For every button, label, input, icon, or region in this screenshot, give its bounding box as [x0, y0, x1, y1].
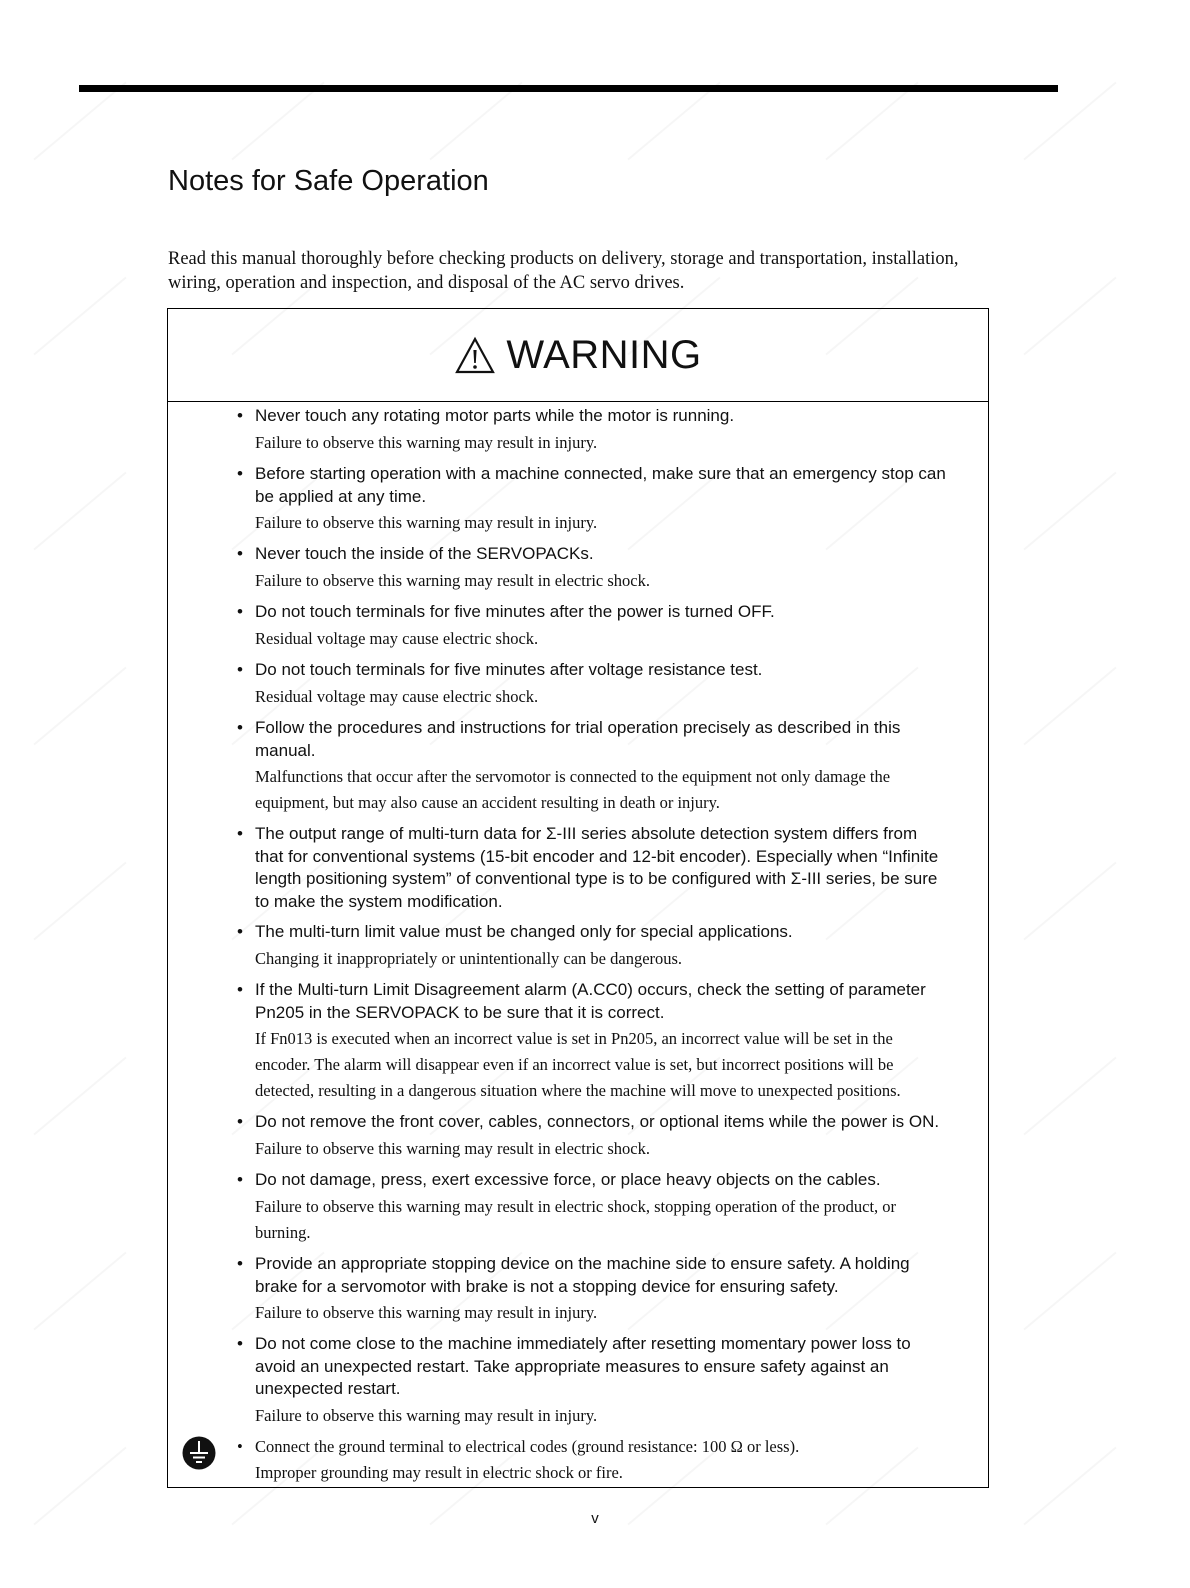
- warning-item-text: length positioning system” of conventional type is to be configured with Σ-III series, be sure: [255, 869, 938, 888]
- bullet: •: [237, 718, 243, 737]
- warning-item-consequence: Failure to observe this warning may result in injury.: [255, 513, 598, 532]
- warning-item-text: brake for a servomotor with brake is not a stopping device for ensuring safety.: [255, 1276, 839, 1296]
- watermark-mark: [33, 862, 126, 941]
- warning-item-consequence: encoder. The alarm will disappear even if an incorrect value is set, but incorrect positions will be: [255, 1055, 894, 1074]
- watermark-mark: [33, 667, 126, 746]
- warning-item-text: Never touch any rotating motor parts while the motor is running.: [255, 406, 735, 425]
- watermark-mark: [231, 82, 324, 161]
- bullet: •: [237, 406, 243, 425]
- warning-item-text: Do not remove the front cover, cables, connectors, or optional items while the power is ON.: [255, 1112, 940, 1131]
- warning-item: [237, 921, 977, 972]
- warning-heading: WARNING: [506, 332, 702, 377]
- warning-item-text: If the Multi-turn Limit Disagreement alarm (A.CC0) occurs, check the setting of parameter: [255, 980, 926, 999]
- warning-item-text: manual.: [255, 740, 316, 760]
- page-number: v: [591, 1510, 599, 1527]
- bullet: •: [237, 1437, 243, 1456]
- warning-item-consequence: Failure to observe this warning may result in injury.: [255, 432, 598, 452]
- bullet: •: [237, 922, 243, 941]
- warning-item-consequence: equipment, but may also cause an accident resulting in death or injury.: [255, 793, 720, 812]
- warning-item-text: Do not damage, press, exert excessive force, or place heavy objects on the cables.: [255, 1170, 881, 1189]
- bullet: •: [237, 980, 243, 999]
- bullet: •: [237, 1254, 243, 1273]
- warning-item-text: The output range of multi-turn data for Σ-III series absolute detection system differs from: [255, 824, 918, 843]
- intro-line: wiring, operation and inspection, and disposal of the AC servo drives.: [168, 273, 685, 293]
- warning-item: [237, 1333, 977, 1429]
- warning-item-text: that for conventional systems (15-bit encoder and 12-bit encoder). Especially when “Infinite: [255, 846, 939, 866]
- watermark-mark: [627, 82, 720, 161]
- watermark-mark: [33, 1057, 126, 1136]
- warning-item: [237, 1111, 977, 1162]
- watermark-mark: [33, 277, 126, 356]
- warning-item: [237, 463, 977, 536]
- warning-header: [168, 309, 988, 402]
- warning-item-consequence: If Fn013 is executed when an incorrect value is set in Pn205, an incorrect value will be set in the: [255, 1029, 893, 1048]
- intro-paragraph: [168, 247, 1038, 295]
- page-title: Notes for Safe Operation: [168, 165, 489, 197]
- warning-item-text: The multi-turn limit value must be changed only for special applications.: [255, 922, 793, 941]
- warning-item: [237, 659, 977, 710]
- watermark-mark: [1023, 1057, 1116, 1136]
- warning-item-text: Before starting operation with a machine connected, make sure that an emergency stop can: [255, 464, 946, 483]
- watermark-mark: [1023, 472, 1116, 551]
- warning-item: [237, 601, 977, 652]
- warning-item-consequence: burning.: [255, 1222, 311, 1242]
- watermark-mark: [1023, 1252, 1116, 1331]
- warning-item-text: avoid an unexpected restart. Take appropriate measures to ensure safety against an: [255, 1356, 889, 1376]
- watermark-mark: [825, 82, 918, 161]
- watermark-mark: [33, 82, 126, 161]
- bullet: •: [237, 1334, 243, 1353]
- bullet: •: [237, 544, 243, 563]
- bullet: •: [237, 602, 243, 621]
- ground-text: Connect the ground terminal to electrical codes (ground resistance: 100 Ω or less).: [255, 1437, 800, 1456]
- warning-item-text: Pn205 in the SERVOPACK to be sure that it is correct.: [255, 1002, 665, 1022]
- bullet: •: [237, 1112, 243, 1131]
- warning-item: [237, 979, 977, 1104]
- warning-item-text: Do not come close to the machine immediately after resetting momentary power loss to: [255, 1334, 911, 1353]
- ground-terminal-icon: [182, 1436, 216, 1470]
- ground-warning-item: [237, 1434, 977, 1486]
- bullet: •: [237, 660, 243, 679]
- warning-item-text: Provide an appropriate stopping device on the machine side to ensure safety. A holding: [255, 1254, 910, 1273]
- warning-item: [237, 1169, 977, 1246]
- warning-item-consequence: detected, resulting in a dangerous situation where the machine will move to unexpected positions.: [255, 1081, 901, 1100]
- warning-item-text: be applied at any time.: [255, 486, 427, 506]
- ground-consequence: Improper grounding may result in electric shock or fire.: [255, 1463, 623, 1482]
- watermark-mark: [429, 82, 522, 161]
- warning-box: [167, 308, 989, 1488]
- warning-item-consequence: Failure to observe this warning may result in electric shock, stopping operation of the product, or: [255, 1196, 897, 1216]
- warning-item-consequence: Failure to observe this warning may result in electric shock.: [255, 570, 650, 590]
- warning-item: [237, 1253, 977, 1326]
- warning-item-consequence: Failure to observe this warning may result in injury.: [255, 1303, 598, 1322]
- warning-item-consequence: Residual voltage may cause electric shock.: [255, 628, 539, 648]
- watermark-mark: [1023, 862, 1116, 941]
- warning-item-text: unexpected restart.: [255, 1379, 401, 1398]
- warning-item-text: Do not touch terminals for five minutes after voltage resistance test.: [255, 660, 763, 679]
- warning-item-consequence: Failure to observe this warning may result in injury.: [255, 1405, 598, 1425]
- warning-item: [237, 543, 977, 594]
- warning-triangle-icon: [454, 336, 496, 376]
- intro-line: Read this manual thoroughly before checking products on delivery, storage and transportation, installation,: [168, 249, 959, 269]
- watermark-mark: [1023, 82, 1116, 161]
- warning-item: [237, 405, 977, 456]
- bullet: •: [237, 464, 243, 483]
- warning-item-text: Follow the procedures and instructions for trial operation precisely as described in this: [255, 718, 901, 737]
- watermark-mark: [33, 1252, 126, 1331]
- warning-item: [237, 717, 977, 816]
- warning-item-text: Do not touch terminals for five minutes after the power is turned OFF.: [255, 602, 775, 621]
- warning-item-text: to make the system modification.: [255, 891, 503, 911]
- warning-item-text: Never touch the inside of the SERVOPACKs.: [255, 544, 594, 563]
- top-rule: [79, 85, 1058, 92]
- watermark-mark: [33, 472, 126, 551]
- bullet: •: [237, 824, 243, 843]
- warning-item-consequence: Changing it inappropriately or unintentionally can be dangerous.: [255, 948, 683, 968]
- warning-item: [237, 823, 977, 913]
- warning-item-consequence: Malfunctions that occur after the servomotor is connected to the equipment not only damage the: [255, 767, 891, 786]
- watermark-mark: [1023, 667, 1116, 746]
- warning-item-consequence: Failure to observe this warning may result in electric shock.: [255, 1138, 650, 1158]
- warning-item-consequence: Residual voltage may cause electric shock.: [255, 686, 539, 706]
- bullet: •: [237, 1170, 243, 1189]
